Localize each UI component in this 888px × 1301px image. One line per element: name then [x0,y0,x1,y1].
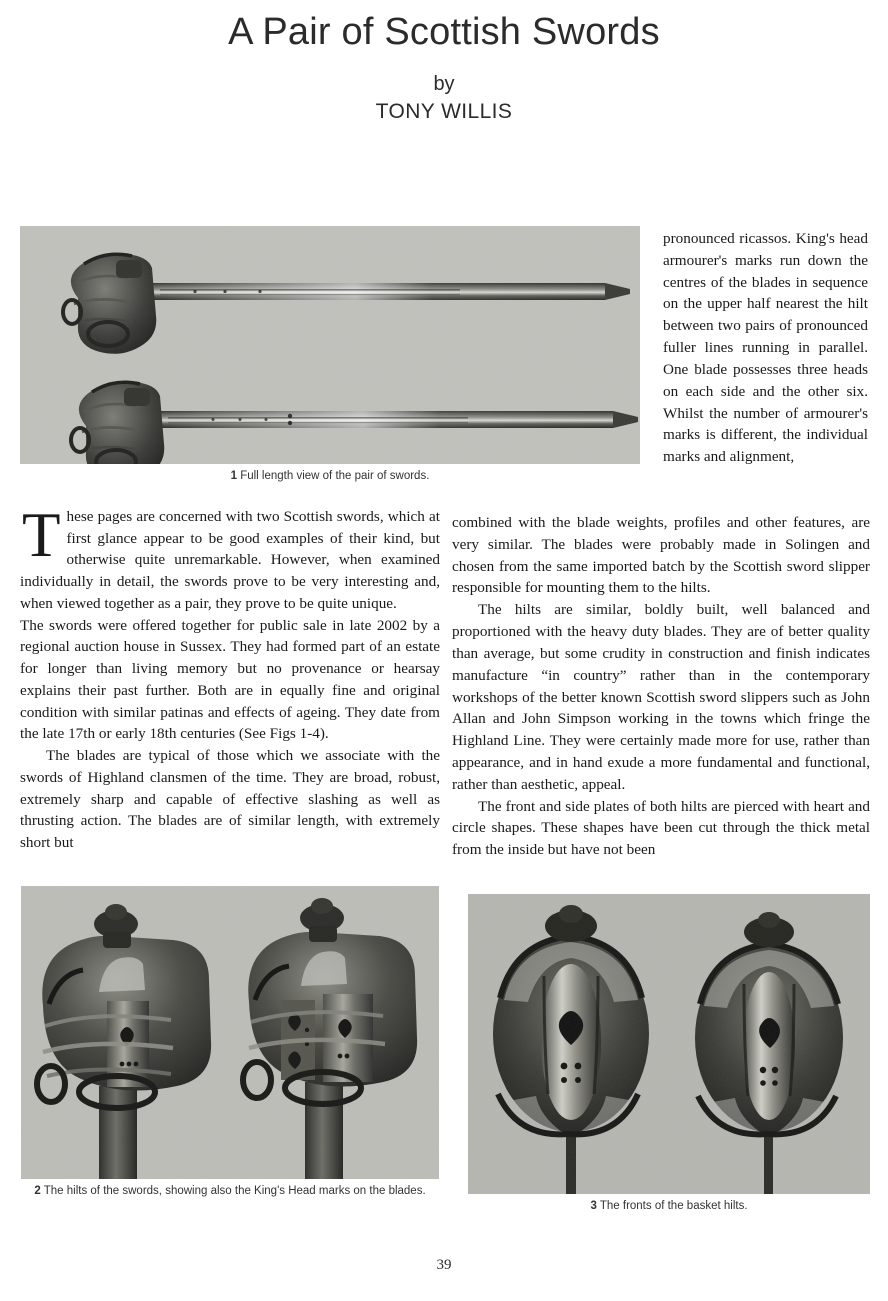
body-left-column [20,500,440,854]
paragraph: pronounced ricassos. King's head armourer's marks run down the centres of the blades in sequence on the upper half nearest the hilt between two pairs of pronounced fuller lines running in parallel. One blade possesses three heads on each side and the other six. Whilst the number of armourer's marks is different, the individual marks and alignment, [663,230,868,466]
figure-3 [468,894,870,1215]
paragraph: The hilts are similar, boldly built, well balanced and proportioned with the heavy duty blades. They are of better quality than average, but some crudity in construction and finish indicates manufacture “in country” rather than in the contemporary workshops of the better known Scottish sword slippers such as John Allan and John Simpson working in the towns which fringe the Highland Line. They were certainly made more for use, rather than appearance, and in hand exude a more fundamental and functional, rather than aesthetic, appeal. [452,601,870,793]
figure-3-number: 3 [590,1200,597,1212]
page-title: A Pair of Scottish Swords [228,11,660,53]
author-name: TONY WILLIS [375,99,513,123]
paragraph-with-dropcap [20,500,440,615]
title-block [0,12,888,125]
paragraph: combined with the blade weights, profiles and other features, are very similar. The blades were probably made in Solingen and chosen from the same imported batch by the Scottish sword slipper responsible for mounting them to the hilts. [452,514,870,597]
body-right-column-narrow [663,228,868,468]
figure-1-caption [20,469,640,485]
paragraph: The front and side plates of both hilts are pierced with heart and circle shapes. These shapes have been cut through the thick metal from the inside but have not been [452,797,870,859]
figure-2-photograph [21,886,439,1179]
figure-2 [21,886,439,1200]
figure-1-caption-text: Full length view of the pair of swords. [240,470,430,482]
paragraph: The blades are typical of those which we associate with the swords of Highland clansmen of the time. They are broad, robust, extremely sharp and capable of effective slashing as well as thrusting action. The blades are of similar length, with extremely short but [20,747,440,852]
figure-2-caption-text: The hilts of the swords, showing also the King's Head marks on the blades. [43,1185,426,1197]
figure-3-photograph [468,894,870,1194]
paragraph-text: hese pages are concerned with two Scottish swords, which at first glance appear to be good examples of their kind, but otherwise quite unremarkable. However, when examined individually in detail, the swords prove to be very interesting and, when viewed together as a pair, they prove to be quite unique. [20,508,440,612]
page-number: 39 [436,1257,452,1273]
figure-1-photograph [20,226,640,464]
paragraph: The swords were offered together for public sale in late 2002 by a regional auction house in Sussex. They had formed part of an estate for longer than living memory but no provenance or hearsay explains their past further. Both are in equally fine and original condition with similar patinas and effects of ageing. They date from the late 17th or early 18th centuries (See Figs 1-4). [20,616,440,743]
body-right-column-wide [452,512,870,861]
byline-label: by [433,72,455,95]
figure-3-caption-text: The fronts of the basket hilts. [599,1200,748,1212]
figure-1-number: 1 [230,470,237,482]
drop-cap: T [22,500,61,570]
figure-2-caption [21,1184,439,1200]
figure-1 [20,226,640,485]
figure-2-number: 2 [34,1185,41,1197]
figure-3-caption [468,1199,870,1215]
